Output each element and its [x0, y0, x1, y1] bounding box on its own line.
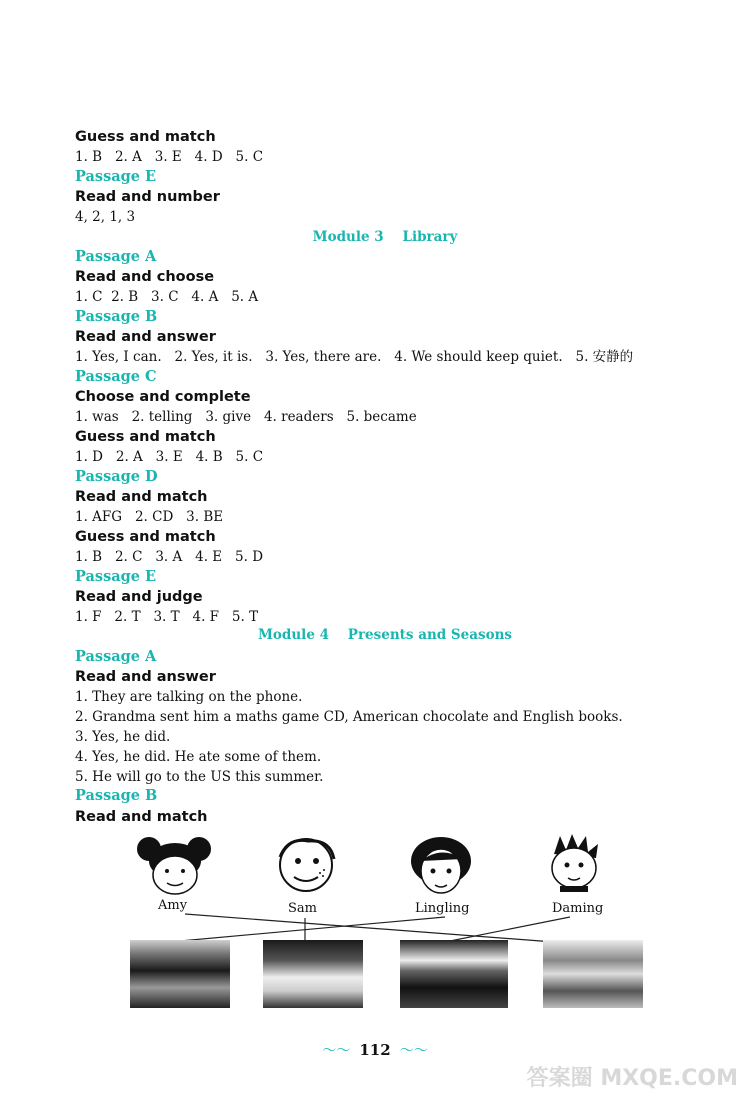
season-picture-4 — [543, 940, 643, 1008]
exercise-heading: Read and match — [75, 809, 208, 825]
exercise-heading: Guess and match — [75, 429, 216, 445]
answer-line: 3. Yes, he did. — [75, 729, 171, 745]
answer-line: 1. B 2. C 3. A 4. E 5. D — [75, 549, 264, 565]
passage-heading: Passage A — [75, 648, 157, 665]
character-label-sam: Sam — [288, 901, 317, 916]
exercise-heading: Read and choose — [75, 269, 215, 285]
exercise-heading: Read and match — [75, 489, 208, 505]
page-footer — [0, 1040, 750, 1060]
exercise-heading: Read and judge — [75, 589, 203, 605]
watermark: 答案圈 MXQE.COM — [526, 1066, 738, 1091]
exercise-heading: Choose and complete — [75, 389, 251, 405]
answer-line: 1. Yes, I can. 2. Yes, it is. 3. Yes, there are. 4. We should keep quiet. 5. 安静的 — [75, 349, 634, 365]
passage-heading: Passage B — [75, 787, 158, 804]
exercise-heading: Guess and match — [75, 129, 216, 145]
answer-line: 1. was 2. telling 3. give 4. readers 5. became — [75, 409, 417, 425]
answer-line: 5. He will go to the US this summer. — [75, 769, 324, 785]
passage-heading: Passage D — [75, 468, 158, 485]
left-ornament-icon: ～～ — [322, 1043, 351, 1059]
answer-line: 4, 2, 1, 3 — [75, 209, 136, 225]
passage-heading: Passage C — [75, 368, 157, 385]
right-ornament-icon: ～～ — [399, 1043, 428, 1059]
page-number: 112 — [359, 1041, 391, 1059]
module-title: Module 3 Library — [312, 229, 458, 245]
answer-line: 1. C 2. B 3. C 4. A 5. A — [75, 289, 259, 305]
season-picture-1 — [130, 940, 230, 1008]
answer-line: 1. F 2. T 3. T 4. F 5. T — [75, 609, 259, 625]
character-label-lingling: Lingling — [415, 901, 470, 916]
answer-line: 4. Yes, he did. He ate some of them. — [75, 749, 322, 765]
exercise-heading: Read and number — [75, 189, 220, 205]
passage-heading: Passage E — [75, 568, 157, 585]
answer-line: 1. B 2. A 3. E 4. D 5. C — [75, 149, 264, 165]
exercise-heading: Guess and match — [75, 529, 216, 545]
passage-heading: Passage A — [75, 248, 157, 265]
season-picture-3 — [400, 940, 508, 1008]
character-label-amy: Amy — [158, 898, 188, 913]
exercise-heading: Read and answer — [75, 329, 216, 345]
module-title: Module 4 Presents and Seasons — [257, 627, 512, 643]
answer-line: 2. Grandma sent him a maths game CD, American chocolate and English books. — [75, 709, 623, 725]
answer-line: 1. D 2. A 3. E 4. B 5. C — [75, 449, 264, 465]
answer-line: 1. They are talking on the phone. — [75, 689, 303, 705]
season-picture-2 — [263, 940, 363, 1008]
character-label-daming: Daming — [552, 901, 604, 916]
answer-line: 1. AFG 2. CD 3. BE — [75, 509, 224, 525]
passage-heading: Passage B — [75, 308, 158, 325]
exercise-heading: Read and answer — [75, 669, 216, 685]
passage-heading: Passage E — [75, 168, 157, 185]
